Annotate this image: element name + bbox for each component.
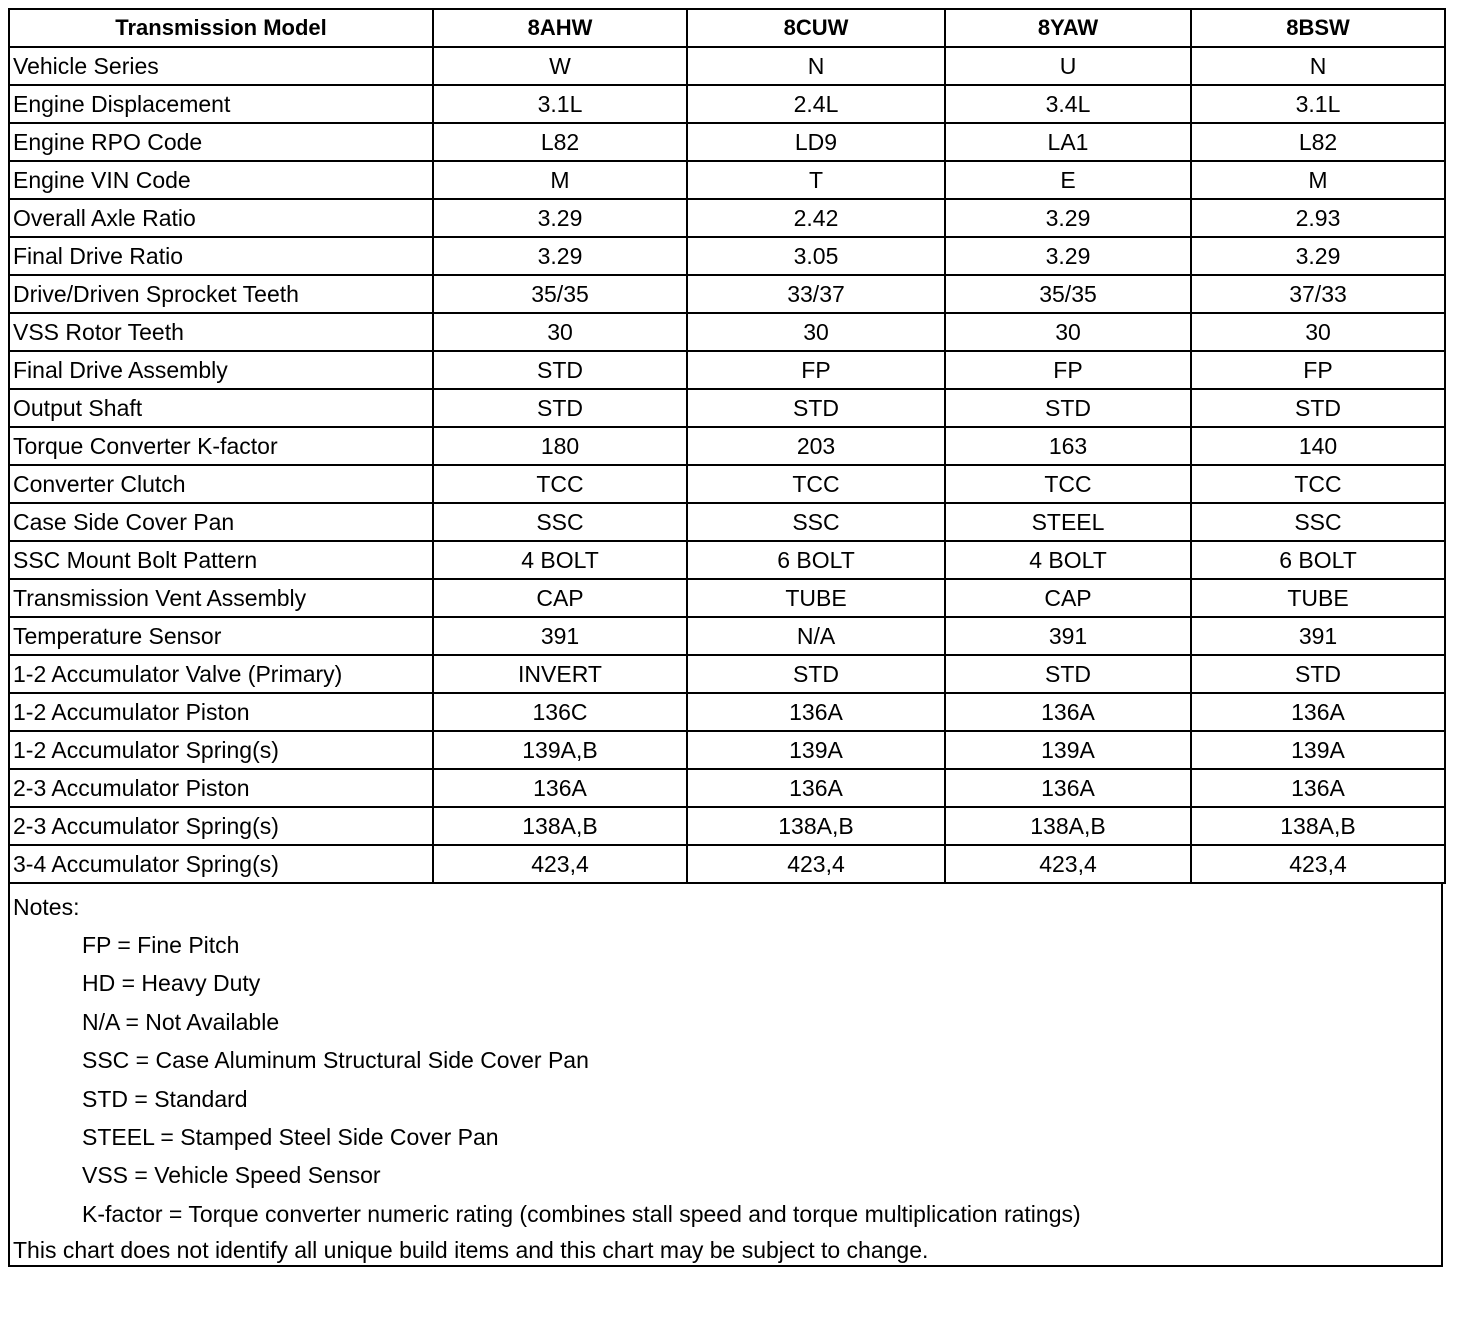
table-cell: 139A,B [433,731,687,769]
table-row [9,579,1445,617]
table-cell: STD [1191,389,1445,427]
header-model: 8YAW [945,9,1191,47]
table-cell: 180 [433,427,687,465]
table-row [9,313,1445,351]
note-line: HD = Heavy Duty [82,970,261,997]
row-label: SSC Mount Bolt Pattern [9,541,433,579]
table-cell: 35/35 [433,275,687,313]
note-line: N/A = Not Available [82,1008,280,1035]
table-cell: STD [433,389,687,427]
table-cell: 203 [687,427,945,465]
table-row [9,427,1445,465]
table-cell: 139A [945,731,1191,769]
table-cell: 3.29 [433,199,687,237]
note-line: STD = Standard [82,1085,248,1112]
table-cell: E [945,161,1191,199]
table-cell: FP [1191,351,1445,389]
table-row [9,389,1445,427]
table-row [9,123,1445,161]
table-header-row [9,9,1445,47]
table-cell: CAP [945,579,1191,617]
table-cell: 139A [687,731,945,769]
table-cell: 138A,B [433,807,687,845]
table-cell: INVERT [433,655,687,693]
row-label: Temperature Sensor [9,617,433,655]
notes-panel [8,884,1443,1267]
row-label: VSS Rotor Teeth [9,313,433,351]
row-label: Engine Displacement [9,85,433,123]
table-row [9,199,1445,237]
table-cell: 138A,B [687,807,945,845]
table-cell: 2.93 [1191,199,1445,237]
table-cell: 3.4L [945,85,1191,123]
table-cell: 3.1L [1191,85,1445,123]
table-cell: STD [687,655,945,693]
table-row [9,731,1445,769]
row-label: Case Side Cover Pan [9,503,433,541]
table-row [9,617,1445,655]
table-cell: TUBE [1191,579,1445,617]
table-cell: STD [945,655,1191,693]
table-row [9,845,1445,883]
table-cell: LD9 [687,123,945,161]
table-cell: 37/33 [1191,275,1445,313]
table-cell: 139A [1191,731,1445,769]
row-label: Vehicle Series [9,47,433,85]
table-cell: TCC [433,465,687,503]
table-cell: 3.29 [945,237,1191,275]
table-cell: 163 [945,427,1191,465]
note-line: SSC = Case Aluminum Structural Side Cover Pan [82,1047,589,1074]
table-cell: N [1191,47,1445,85]
table-cell: L82 [1191,123,1445,161]
table-row [9,47,1445,85]
table-row [9,85,1445,123]
table-row [9,541,1445,579]
table-cell: 423,4 [945,845,1191,883]
table-cell: 35/35 [945,275,1191,313]
table-row [9,807,1445,845]
header-model: 8BSW [1191,9,1445,47]
table-cell: N/A [687,617,945,655]
row-label: Transmission Vent Assembly [9,579,433,617]
table-cell: 138A,B [945,807,1191,845]
table-cell: 6 BOLT [1191,541,1445,579]
table-row [9,351,1445,389]
table-cell: 2.42 [687,199,945,237]
row-label: 1-2 Accumulator Piston [9,693,433,731]
note-line: FP = Fine Pitch [82,932,240,958]
header-model: 8CUW [687,9,945,47]
table-cell: 423,4 [433,845,687,883]
row-label: 2-3 Accumulator Spring(s) [9,807,433,845]
table-cell: 140 [1191,427,1445,465]
table-cell: 136A [1191,769,1445,807]
table-cell: STEEL [945,503,1191,541]
table-cell: 136A [945,769,1191,807]
table-cell: SSC [433,503,687,541]
note-line: VSS = Vehicle Speed Sensor [82,1162,381,1189]
table-cell: STD [687,389,945,427]
row-label: Output Shaft [9,389,433,427]
table-cell: 391 [433,617,687,655]
row-label: Overall Axle Ratio [9,199,433,237]
table-cell: 136A [687,693,945,731]
row-label: 2-3 Accumulator Piston [9,769,433,807]
table-cell: TCC [687,465,945,503]
table-cell: 136A [945,693,1191,731]
row-label: Drive/Driven Sprocket Teeth [9,275,433,313]
table-cell: 391 [945,617,1191,655]
table-cell: 33/37 [687,275,945,313]
notes-footer: This chart does not identify all unique build items and this chart may be subject to change. [13,1237,929,1263]
table-cell: 136C [433,693,687,731]
table-row [9,161,1445,199]
table-cell: FP [687,351,945,389]
table-cell: N [687,47,945,85]
table-cell: TCC [1191,465,1445,503]
table-cell: FP [945,351,1191,389]
table-cell: 423,4 [1191,845,1445,883]
table-row [9,465,1445,503]
table-cell: SSC [687,503,945,541]
table-cell: 30 [945,313,1191,351]
spec-document [8,8,1444,1267]
table-cell: M [1191,161,1445,199]
table-cell: M [433,161,687,199]
table-cell: 391 [1191,617,1445,655]
table-cell: 30 [433,313,687,351]
table-cell: T [687,161,945,199]
table-cell: W [433,47,687,85]
row-label: Engine RPO Code [9,123,433,161]
header-label: Transmission Model [9,9,433,47]
table-cell: CAP [433,579,687,617]
table-cell: LA1 [945,123,1191,161]
table-cell: 6 BOLT [687,541,945,579]
row-label: Engine VIN Code [9,161,433,199]
table-cell: TUBE [687,579,945,617]
table-cell: SSC [1191,503,1445,541]
table-row [9,237,1445,275]
row-label: Converter Clutch [9,465,433,503]
table-row [9,769,1445,807]
row-label: 3-4 Accumulator Spring(s) [9,845,433,883]
row-label: Final Drive Assembly [9,351,433,389]
table-cell: 4 BOLT [433,541,687,579]
transmission-spec-table [8,8,1446,884]
table-cell: STD [433,351,687,389]
table-row [9,693,1445,731]
table-cell: 136A [433,769,687,807]
header-model: 8AHW [433,9,687,47]
table-cell: STD [1191,655,1445,693]
table-cell: 3.05 [687,237,945,275]
row-label: 1-2 Accumulator Valve (Primary) [9,655,433,693]
table-cell: 3.1L [433,85,687,123]
table-row [9,503,1445,541]
table-cell: U [945,47,1191,85]
row-label: 1-2 Accumulator Spring(s) [9,731,433,769]
table-cell: TCC [945,465,1191,503]
table-cell: 138A,B [1191,807,1445,845]
table-cell: 423,4 [687,845,945,883]
row-label: Final Drive Ratio [9,237,433,275]
table-cell: 30 [1191,313,1445,351]
table-row [9,275,1445,313]
table-cell: 3.29 [1191,237,1445,275]
table-cell: STD [945,389,1191,427]
table-cell: L82 [433,123,687,161]
table-cell: 2.4L [687,85,945,123]
table-cell: 3.29 [945,199,1191,237]
table-cell: 3.29 [433,237,687,275]
notes-title: Notes: [13,894,80,920]
note-line: STEEL = Stamped Steel Side Cover Pan [82,1124,499,1150]
table-cell: 4 BOLT [945,541,1191,579]
table-row [9,655,1445,693]
note-line: K-factor = Torque converter numeric rating (combines stall speed and torque multiplication ratings) [82,1200,1081,1227]
table-cell: 136A [687,769,945,807]
row-label: Torque Converter K-factor [9,427,433,465]
table-cell: 136A [1191,693,1445,731]
table-cell: 30 [687,313,945,351]
